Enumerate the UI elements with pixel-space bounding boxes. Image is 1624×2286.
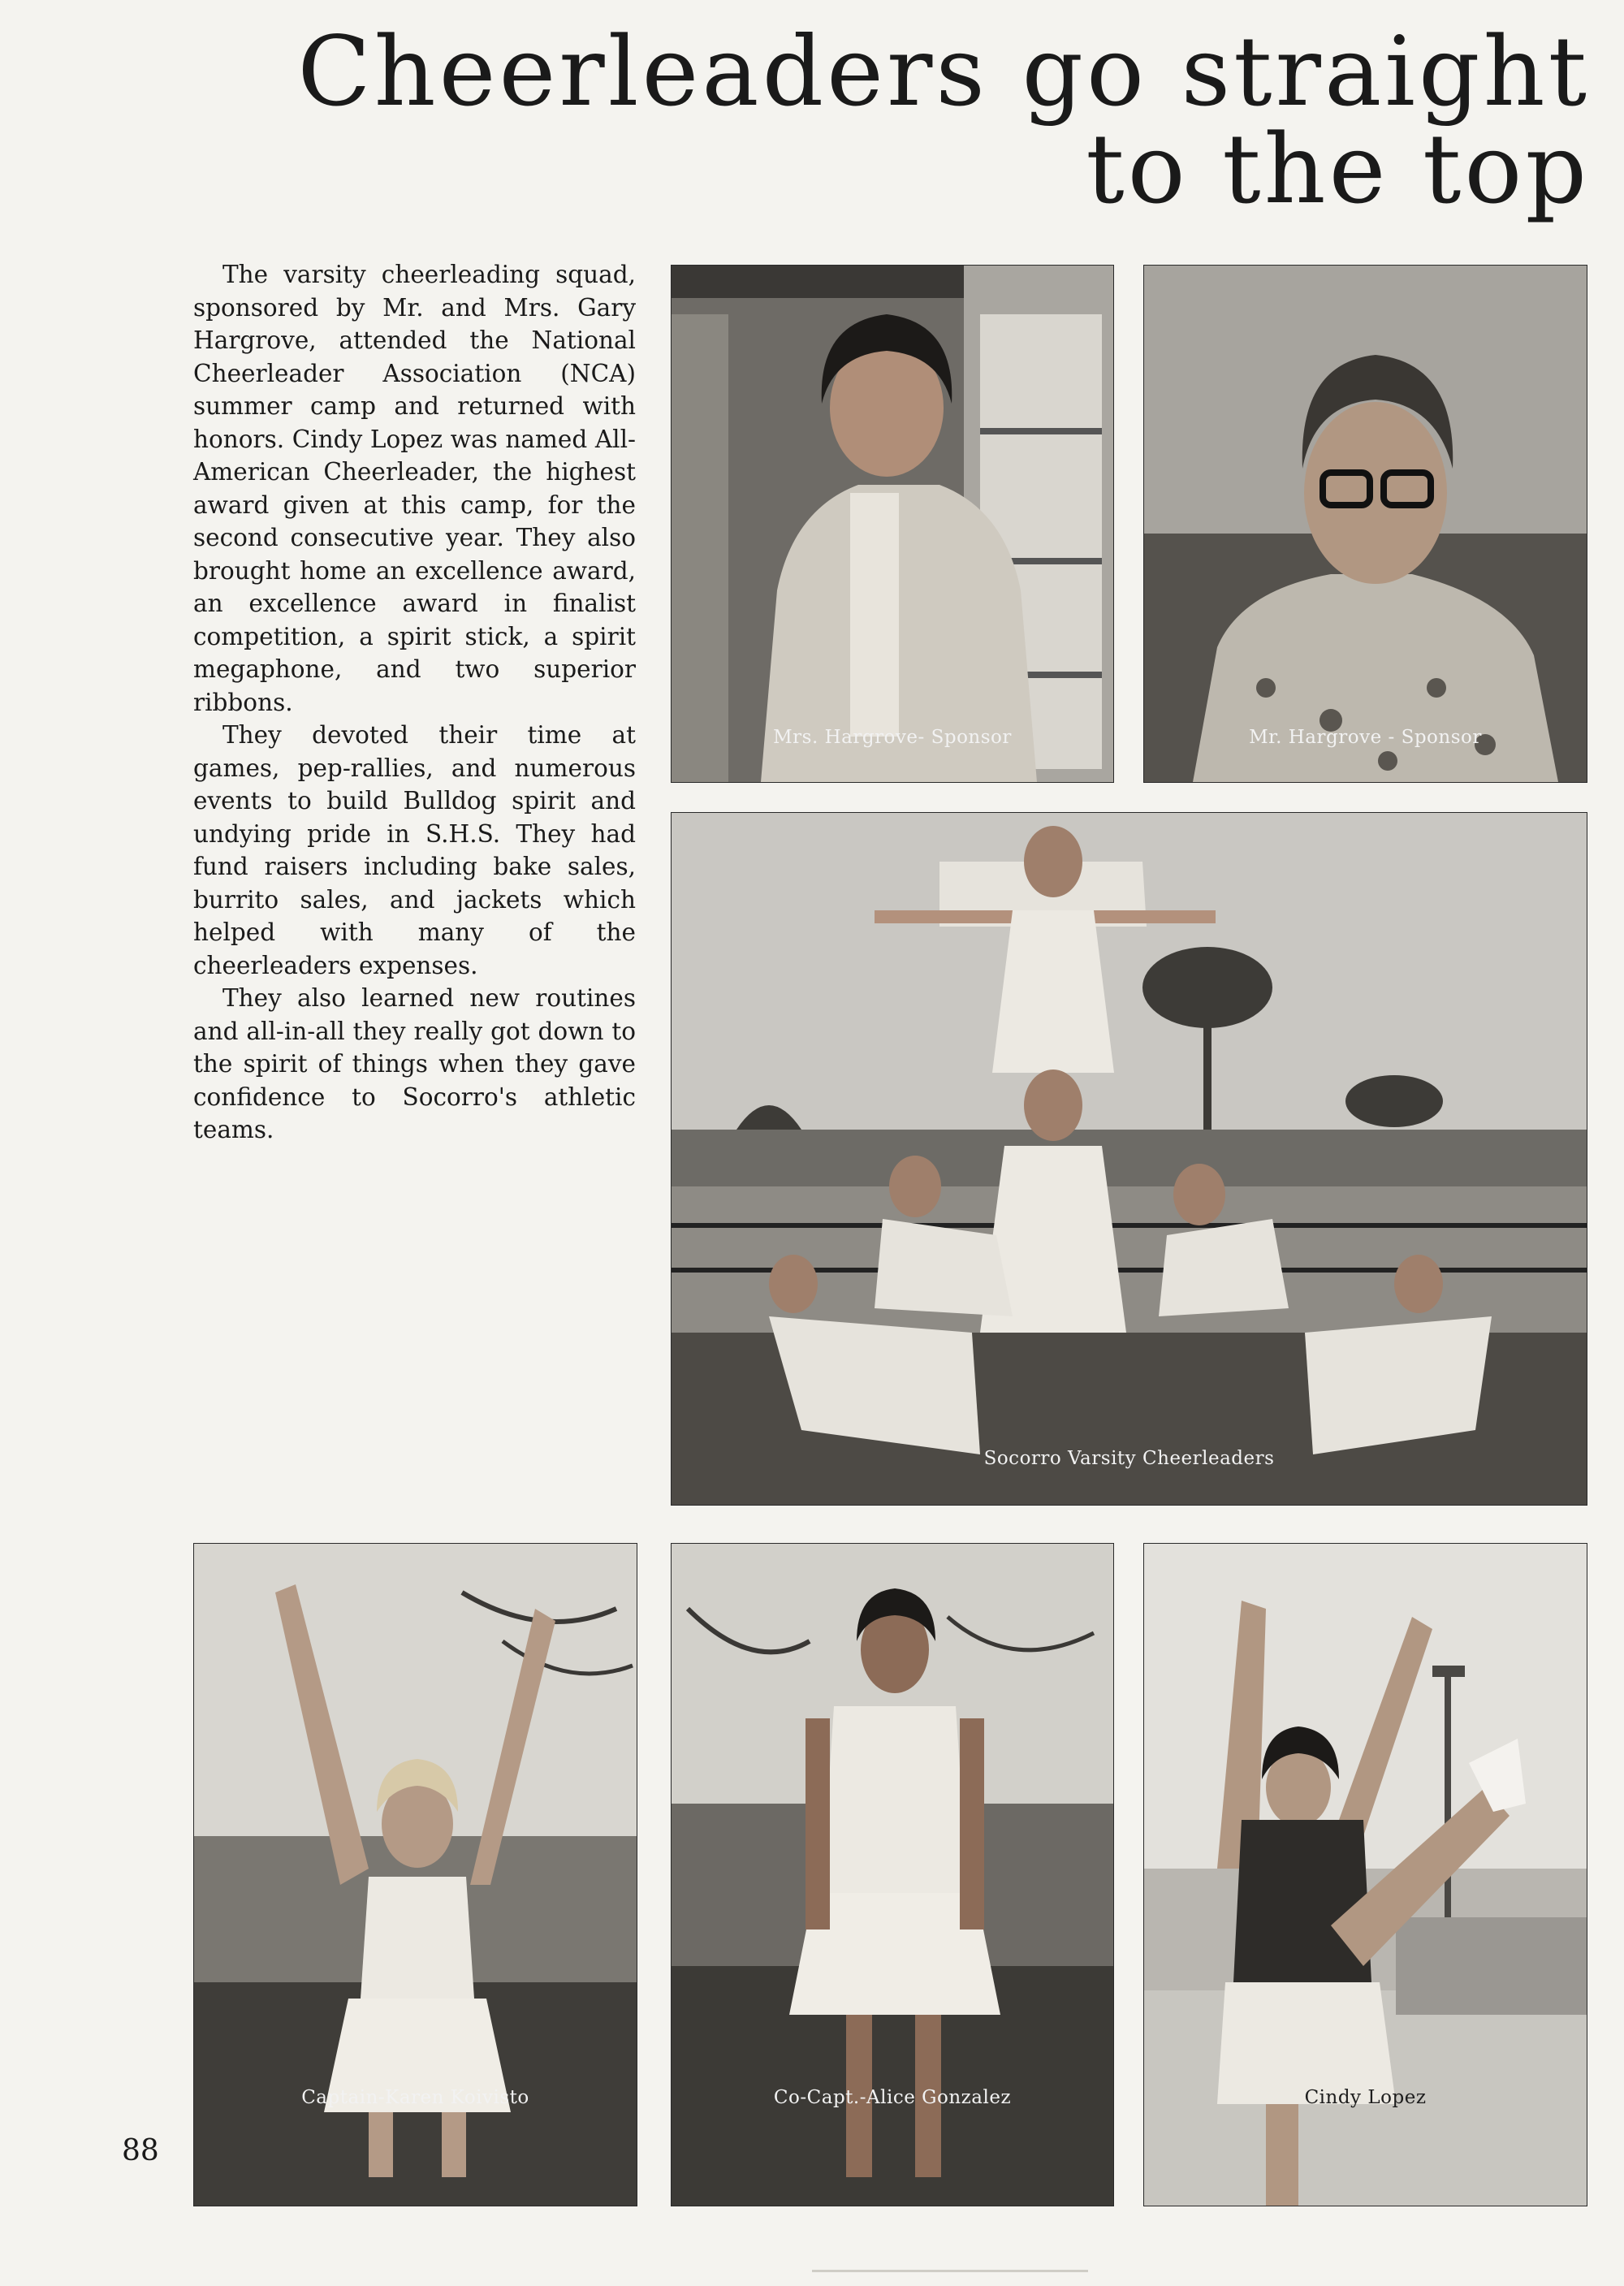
article-paragraph: They devoted their time at games, pep-rallies, and numerous events to build Bulldog spirit and undying pride in S.H.S. They had fund raisers including bake sales, burrito sales, and jackets which helped with many of the cheerleaders expenses.	[193, 721, 636, 979]
photo-co-captain	[671, 1543, 1114, 2206]
photo-caption: Mrs. Hargrove- Sponsor	[773, 727, 1012, 748]
photo-caption: Mr. Hargrove - Sponsor	[1249, 727, 1482, 748]
photo-mrs-hargrove-image	[672, 266, 1113, 782]
article-body	[193, 258, 636, 1147]
photo-squad-image	[672, 813, 1587, 1505]
photo-mr-hargrove-image	[1144, 266, 1587, 782]
photo-mr-hargrove	[1143, 265, 1587, 783]
scan-mark	[812, 2270, 1088, 2272]
photo-caption: Cindy Lopez	[1304, 2087, 1427, 2108]
photo-captain	[193, 1543, 637, 2206]
article-paragraph: They also learned new routines and all-in-all they really got down to the spirit of things when they gave confidence to Socorro's athletic teams.	[193, 984, 636, 1143]
photo-caption: Captain-Karen Koivisto	[301, 2087, 529, 2108]
photo-caption: Co-Capt.-Alice Gonzalez	[773, 2087, 1012, 2108]
page-number: 88	[122, 2134, 159, 2167]
photo-mrs-hargrove	[671, 265, 1114, 783]
photo-caption: Socorro Varsity Cheerleaders	[983, 1448, 1275, 1469]
page-title: Cheerleaders go straight to the top	[297, 15, 1590, 225]
article-paragraph: The varsity cheerleading squad, sponsored by Mr. and Mrs. Gary Hargrove, attended the National Cheerleader Association (NCA) summer camp and returned with honors. Cindy Lopez was named All-American Cheerleader, the highest award given at this camp, for the second consecutive year. They also brought home an excellence award, an excellence award in finalist competition, a spirit stick, a spirit megaphone, and two superior ribbons.	[193, 261, 636, 716]
photo-squad	[671, 812, 1587, 1506]
photo-cindy-lopez	[1143, 1543, 1587, 2206]
